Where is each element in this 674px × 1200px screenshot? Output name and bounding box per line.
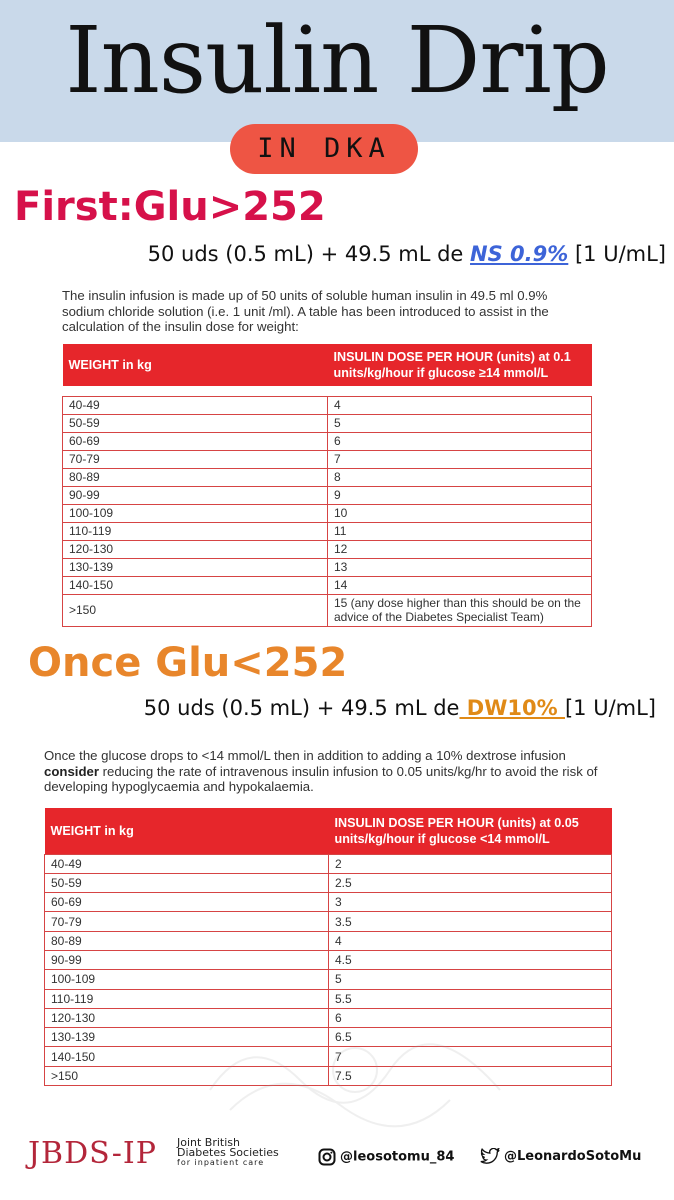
- table-row: [63, 486, 592, 504]
- table-row: [45, 873, 612, 892]
- weight-cell: 60-69: [63, 432, 328, 450]
- table-row: [63, 396, 592, 414]
- dose-cell: 4.5: [329, 950, 612, 969]
- page-title: Insulin Drip: [65, 7, 609, 114]
- paragraph-part: reducing the rate of intravenous insulin infusion to 0.05 units/kg/hr to avoid the risk of developing hypoglycaemia and hypokalaemia.: [44, 763, 598, 794]
- weight-cell: 140-150: [45, 1047, 329, 1066]
- dose-cell: 5: [329, 970, 612, 989]
- section1-formula: [148, 242, 666, 266]
- dose-cell: 3.5: [329, 912, 612, 931]
- formula-suffix: [1 U/mL]: [568, 242, 666, 266]
- table-row: [63, 522, 592, 540]
- weight-cell: 80-89: [45, 931, 329, 950]
- dose-cell: 6: [328, 432, 592, 450]
- weight-cell: 40-49: [45, 854, 329, 873]
- weight-cell: 130-139: [45, 1028, 329, 1047]
- weight-cell: 90-99: [63, 486, 328, 504]
- paragraph-part: Once the glucose drops to <14 mmol/L then in addition to adding a 10% dextrose infusion: [44, 748, 566, 763]
- table-row: [45, 893, 612, 912]
- dose-cell: 2.5: [329, 873, 612, 892]
- table-row: [63, 468, 592, 486]
- section2-paragraph: [44, 748, 612, 795]
- table-row: [45, 854, 612, 873]
- table2-header-weight: WEIGHT in kg: [45, 808, 329, 854]
- dose-cell: 4: [329, 931, 612, 950]
- table1-header-dose: INSULIN DOSE PER HOUR (units) at 0.1 units/kg/hour if glucose ≥14 mmol/L: [328, 344, 592, 386]
- header-banner: [0, 0, 674, 142]
- section2-formula: [144, 696, 656, 720]
- dose-cell: 15 (any dose higher than this should be on the advice of the Diabetes Specialist Team): [328, 594, 592, 626]
- weight-cell: 80-89: [63, 468, 328, 486]
- dose-cell: 9: [328, 486, 592, 504]
- table-row: [63, 504, 592, 522]
- section1-title: First:Glu>252: [14, 184, 326, 230]
- dose-cell: 2: [329, 854, 612, 873]
- weight-cell: 100-109: [45, 970, 329, 989]
- dose-cell: 6.5: [329, 1028, 612, 1047]
- weight-cell: 120-130: [45, 1008, 329, 1027]
- dose-cell: 5.5: [329, 989, 612, 1008]
- dose-cell: 10: [328, 504, 592, 522]
- instagram-handle[interactable]: [318, 1148, 454, 1166]
- weight-cell: 110-119: [45, 989, 329, 1008]
- table-row: [63, 450, 592, 468]
- dose-cell: 7.5: [329, 1066, 612, 1085]
- weight-cell: >150: [63, 594, 328, 626]
- twitter-handle[interactable]: [480, 1148, 641, 1165]
- weight-cell: 50-59: [45, 873, 329, 892]
- weight-cell: 130-139: [63, 558, 328, 576]
- dw-solution-link[interactable]: DW10%: [459, 696, 565, 720]
- instagram-label: @leosotomu_84: [340, 1149, 455, 1165]
- table-row: [45, 989, 612, 1008]
- weight-cell: 40-49: [63, 396, 328, 414]
- weight-cell: 70-79: [45, 912, 329, 931]
- weight-cell: 90-99: [45, 950, 329, 969]
- weight-cell: 140-150: [63, 576, 328, 594]
- table-row: [45, 970, 612, 989]
- weight-cell: 120-130: [63, 540, 328, 558]
- instagram-icon: [318, 1148, 336, 1166]
- subtitle-pill: IN DKA: [230, 124, 418, 174]
- dose-cell: 4: [328, 396, 592, 414]
- table-row: [63, 432, 592, 450]
- logo-line: for inpatient care: [177, 1158, 265, 1167]
- formula-prefix: 50 uds (0.5 mL) + 49.5 mL de: [147, 242, 471, 266]
- ns-solution-link[interactable]: NS 0.9%: [470, 242, 569, 266]
- twitter-bird-icon: [480, 1148, 500, 1165]
- table-row: [45, 931, 612, 950]
- table2-header-dose: INSULIN DOSE PER HOUR (units) at 0.05 units/kg/hour if glucose <14 mmol/L: [329, 808, 612, 854]
- dose-cell: 14: [328, 576, 592, 594]
- logo-line: Joint British: [177, 1136, 241, 1149]
- dose-cell: 8: [328, 468, 592, 486]
- section1-paragraph: The insulin infusion is made up of 50 units of soluble human insulin in 49.5 ml 0.9% sodium chloride solution (i.e. 1 unit /ml). A table has been introduced to assist in the calculation of the insulin dose for weight:: [62, 288, 549, 334]
- logo-line: Diabetes Societies: [177, 1146, 279, 1159]
- paragraph-bold: consider: [44, 763, 99, 779]
- dose-cell: 12: [328, 540, 592, 558]
- section2-title: Once Glu<252: [28, 640, 348, 686]
- footer: [0, 1130, 674, 1190]
- table1-header-weight: WEIGHT in kg: [63, 344, 328, 386]
- table-row: [63, 558, 592, 576]
- dose-cell: 6: [329, 1008, 612, 1027]
- dose-cell: 3: [329, 893, 612, 912]
- dose-cell: 7: [329, 1047, 612, 1066]
- weight-cell: 110-119: [63, 522, 328, 540]
- dose-cell: 7: [328, 450, 592, 468]
- formula-suffix: [1 U/mL]: [564, 696, 656, 720]
- table-row: [63, 414, 592, 432]
- weight-cell: 100-109: [63, 504, 328, 522]
- twitter-label: @LeonardoSotoMu: [504, 1149, 642, 1164]
- dose-cell: 13: [328, 558, 592, 576]
- table-row: [63, 540, 592, 558]
- dose-cell: 5: [328, 414, 592, 432]
- dose-table-0.1: [62, 344, 592, 627]
- weight-cell: 60-69: [45, 893, 329, 912]
- table1-body: [63, 386, 592, 626]
- jbds-logo-text: [177, 1138, 317, 1168]
- table-row: [63, 594, 592, 626]
- dose-cell: 11: [328, 522, 592, 540]
- table-row: [63, 576, 592, 594]
- weight-cell: >150: [45, 1066, 329, 1085]
- jbds-logo: JBDS-IP: [28, 1136, 157, 1171]
- table-row: [45, 912, 612, 931]
- watermark-ornament: [190, 1010, 520, 1130]
- table-row: [45, 950, 612, 969]
- weight-cell: 50-59: [63, 414, 328, 432]
- weight-cell: 70-79: [63, 450, 328, 468]
- formula-prefix: 50 uds (0.5 mL) + 49.5 mL de: [143, 696, 460, 720]
